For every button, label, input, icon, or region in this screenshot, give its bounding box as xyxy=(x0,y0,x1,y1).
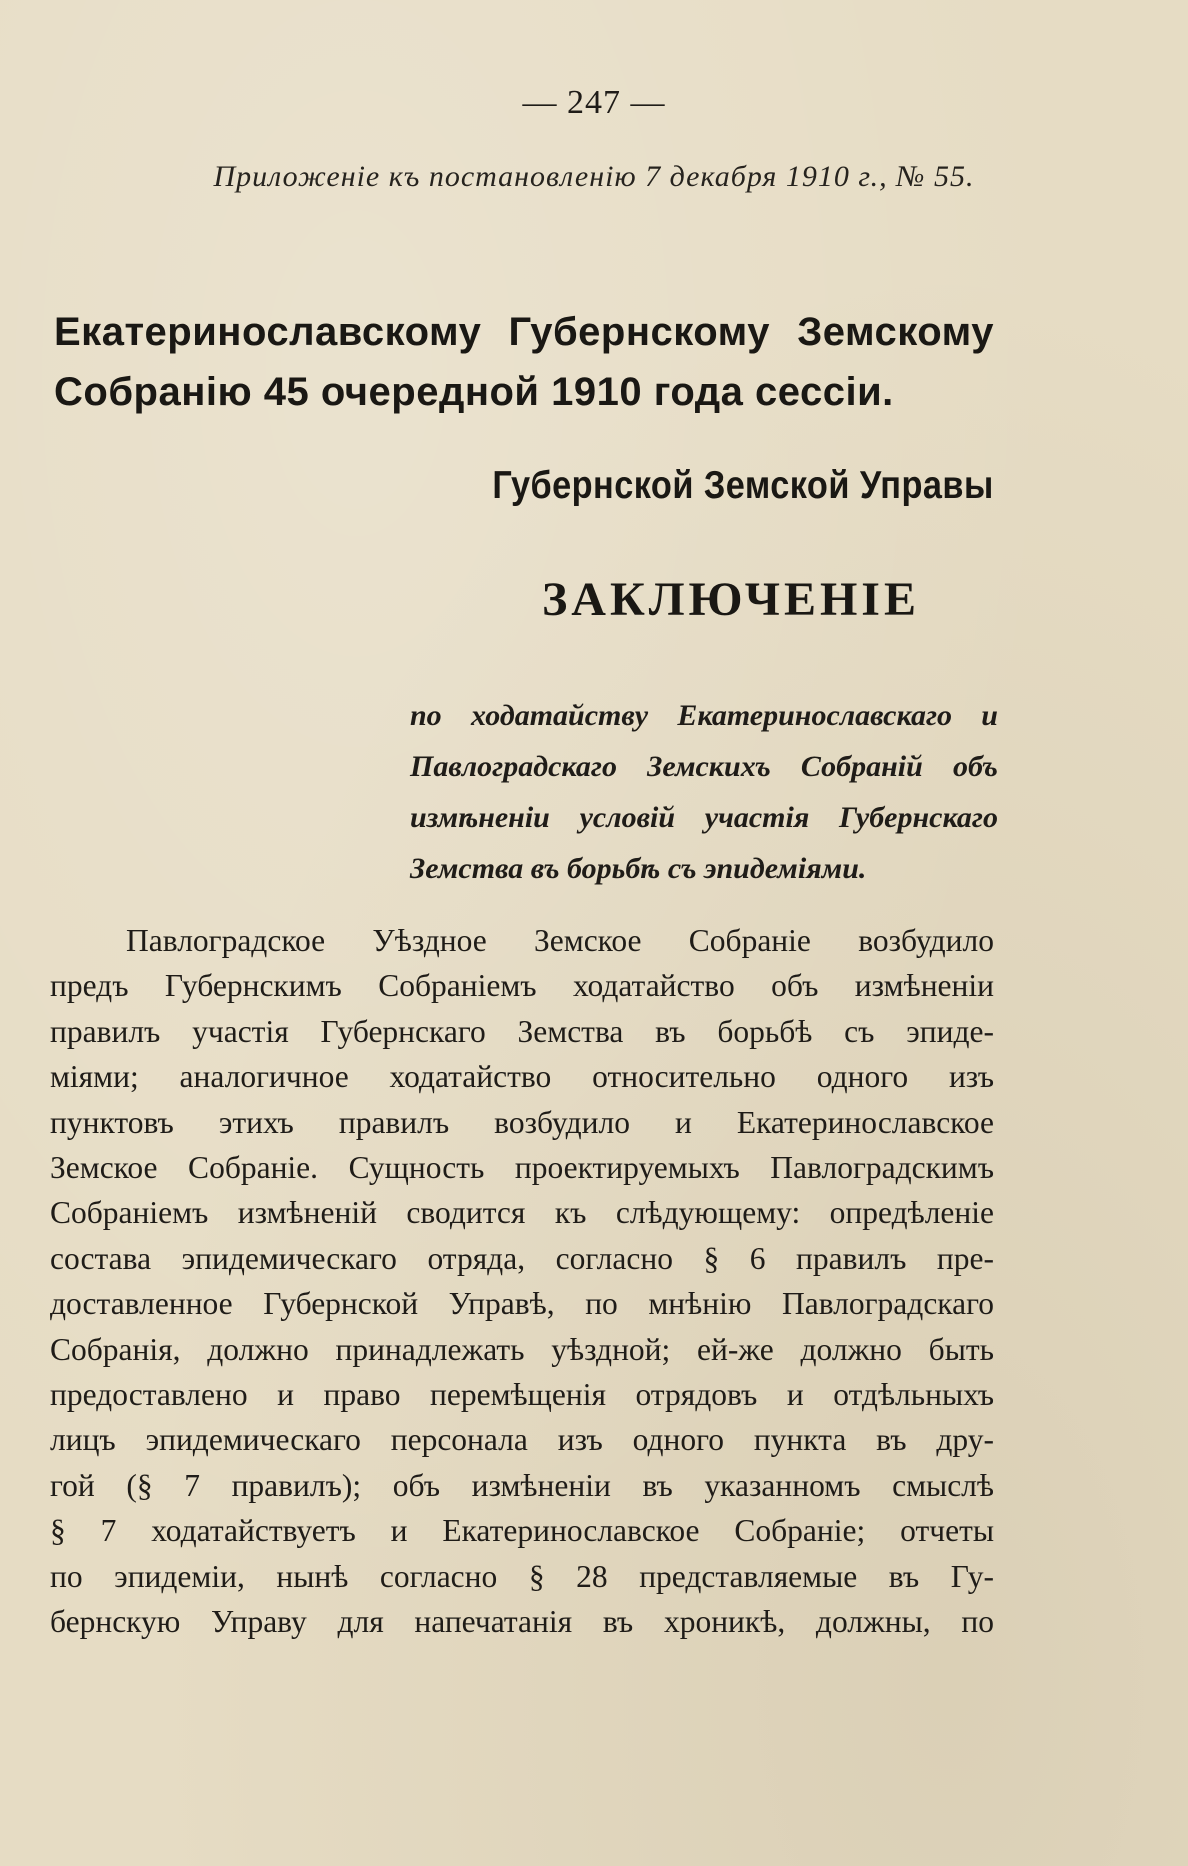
board-title: Губернской Земской Управы xyxy=(492,464,994,507)
appendix-note: Приложеніе къ постановленію 7 декабря 1910 г., № 55. xyxy=(213,160,975,193)
body-line: Павлоградское Уѣздное Земское Собраніе возбудило xyxy=(126,923,994,958)
body-text xyxy=(50,918,994,1645)
body-line: § 7 ходатайствуетъ и Екатеринославское Собраніе; отчеты xyxy=(50,1513,994,1549)
body-line: по эпидеміи, нынѣ согласно § 28 представляемые въ Гу- xyxy=(50,1558,994,1594)
body-line: гой (§ 7 правилъ); объ измѣненіи въ указанномъ смыслѣ xyxy=(50,1467,994,1503)
document-heading: Екатеринославскому Губернскому Земскому Собранію 45 очередной 1910 года сессіи. xyxy=(54,310,994,414)
body-line: Собраніемъ измѣненій сводится къ слѣдующему: опредѣленіе xyxy=(50,1195,994,1231)
page-number: — 247 — xyxy=(522,84,666,121)
body-line: предъ Губернскимъ Собраніемъ ходатайство объ измѣненіи xyxy=(50,968,994,1004)
body-line: міями; аналогичное ходатайство относительно одного изъ xyxy=(50,1059,994,1095)
body-line: лицъ эпидемическаго персонала изъ одного пункта въ дру- xyxy=(50,1422,994,1458)
body-line: доставленное Губернской Управѣ, по мнѣнію Павлоградскаго xyxy=(50,1286,994,1322)
body-line: бернскую Управу для напечатанія въ хроникѣ, должны, по xyxy=(50,1604,994,1640)
body-line: пунктовъ этихъ правилъ возбудило и Екатеринославское xyxy=(50,1104,994,1140)
body-line: правилъ участія Губернскаго Земства въ борьбѣ съ эпиде- xyxy=(50,1013,994,1049)
body-line: предоставлено и право перемѣщенія отрядовъ и отдѣльныхъ xyxy=(50,1377,994,1413)
conclusion-title: ЗАКЛЮЧЕНІЕ xyxy=(541,573,920,626)
body-line: состава эпидемическаго отряда, согласно § 6 правилъ пре- xyxy=(50,1240,994,1276)
subject-paragraph: по ходатайству Екатеринославскаго и Павлоградскаго Земскихъ Собраній объ измѣненіи условій участія Губернскаго Земства въ борьбѣ съ эпидеміями. xyxy=(410,699,998,885)
body-line: Земское Собраніе. Сущность проектируемыхъ Павлоградскимъ xyxy=(50,1150,994,1186)
body-line: Собранія, должно принадлежать уѣздной; ей-же должно быть xyxy=(50,1331,994,1367)
